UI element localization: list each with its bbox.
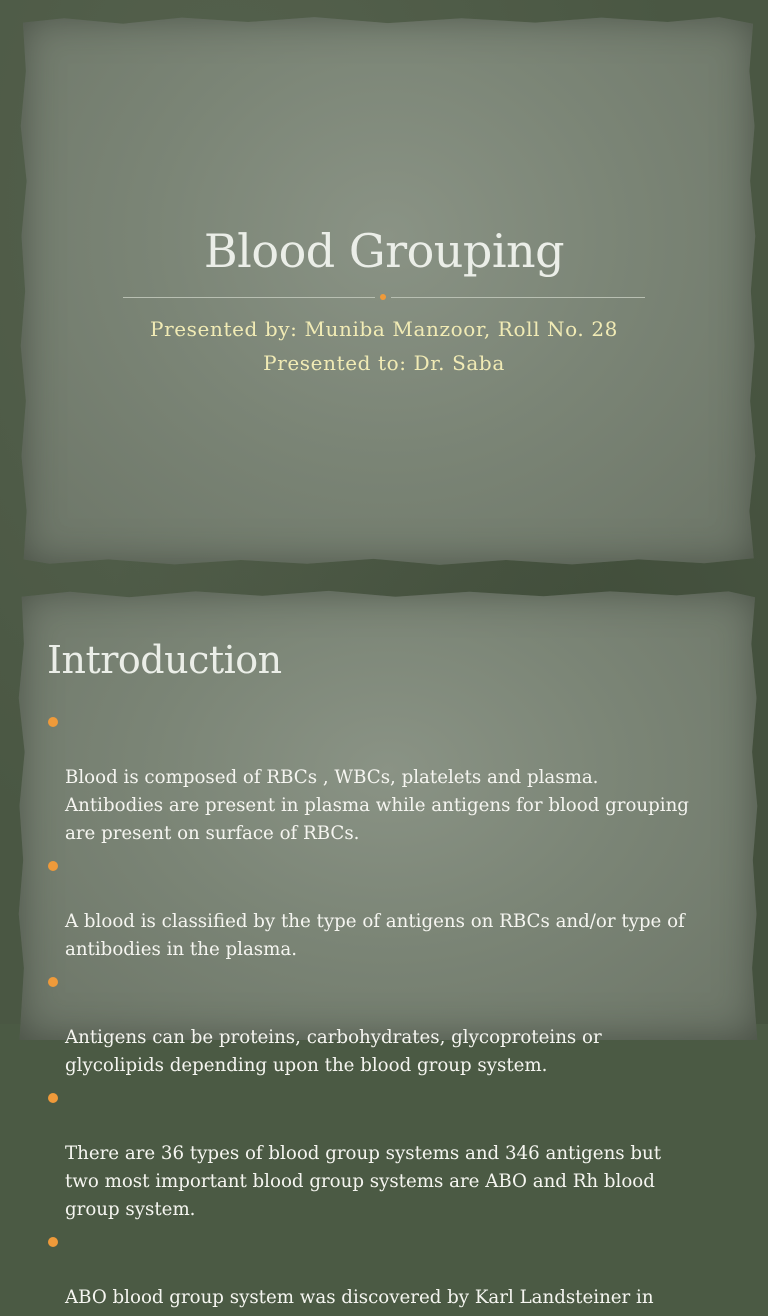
bullet-dot-icon	[48, 977, 58, 987]
bullet-text: Antigens can be proteins, carbohydrates, glycoproteins or glycolipids depending upon the blood group system.	[65, 1027, 602, 1076]
bullet-dot-icon	[48, 717, 58, 727]
title-slide[interactable]	[20, 16, 756, 566]
title-divider-left	[123, 297, 375, 298]
bullet-text: A blood is classified by the type of antigens on RBCs and/or type of antibodies in the plasma.	[65, 911, 685, 960]
bullet-dot-icon	[48, 861, 58, 871]
introduction-bullet-list	[46, 708, 736, 1316]
presented-to-text: Presented to: Dr. Saba	[263, 351, 505, 375]
bullet-item	[46, 1228, 736, 1312]
title-divider-right	[391, 297, 645, 298]
presented-by-text: Presented by: Muniba Manzoor, Roll No. 28	[150, 317, 618, 341]
introduction-heading: Introduction	[47, 638, 282, 682]
bullet-dot-icon	[48, 1093, 58, 1103]
bullet-text: Blood is composed of RBCs , WBCs, platelets and plasma. Antibodies are present in plasma while antigens for blood grouping are present on surface of RBCs.	[65, 767, 689, 844]
bullet-item	[46, 968, 736, 1080]
bullet-item	[46, 852, 736, 964]
bullet-dot-icon	[48, 1237, 58, 1247]
bullet-text: There are 36 types of blood group systems and 346 antigens but two most important blood group systems are ABO and Rh blood group system.	[65, 1143, 662, 1220]
bullet-item	[46, 1084, 736, 1224]
bullet-text: ABO blood group system was discovered by Karl Landsteiner in	[65, 1287, 654, 1308]
title-divider-dot	[380, 294, 386, 300]
slide-title: Blood Grouping	[203, 224, 565, 278]
bullet-item	[46, 708, 736, 848]
